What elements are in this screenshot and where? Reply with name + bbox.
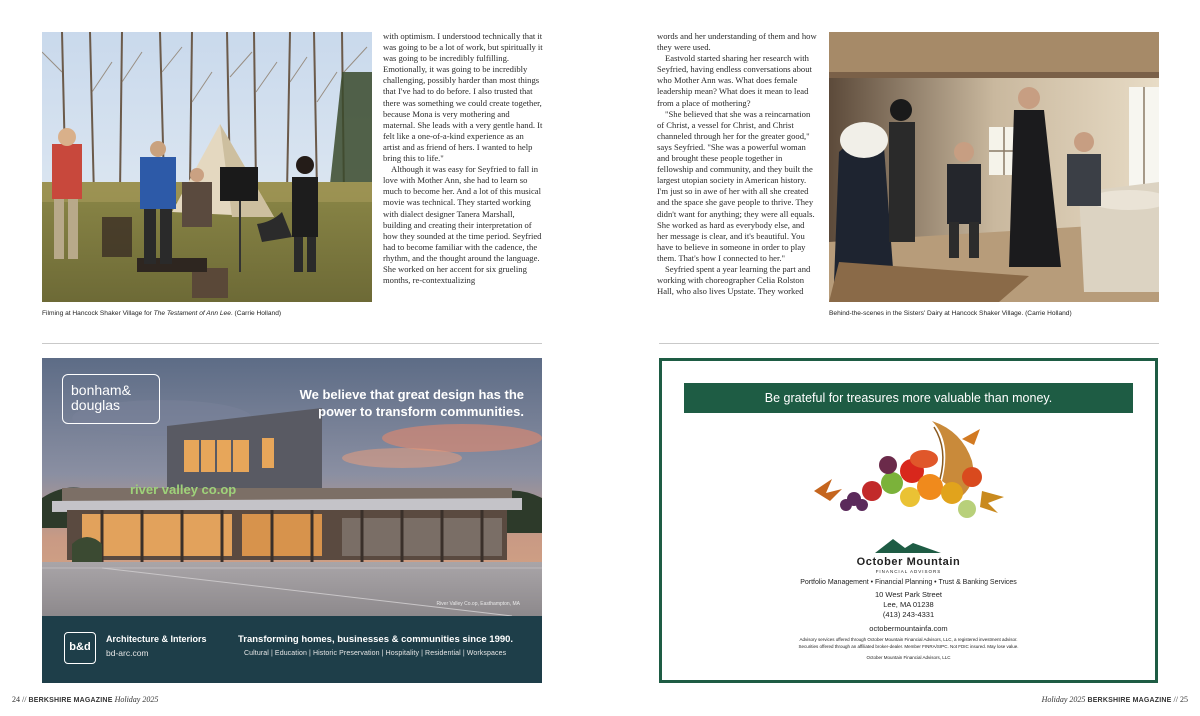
om-disclaimer: Securities offered through an affiliated broker-dealer. Member FINRA/SIPC. Not FDIC insured. May lose value. [798, 644, 1019, 649]
folio-separator: // [1173, 695, 1178, 704]
bonham-douglas-ad[interactable] [42, 358, 542, 683]
divider [659, 343, 1159, 344]
om-company-name: October Mountain [856, 556, 961, 568]
divider [42, 343, 542, 344]
cornucopia-illustration [812, 421, 1006, 527]
bd-services: Cultural | Education | Historic Preservation | Hospitality | Residential | Workspaces [244, 650, 507, 657]
left-article-column [383, 31, 543, 286]
article-paragraph: Eastvold started sharing her research with Seyfried, having endless conversations about who Mother Ann was. What does female leadership mean? What does it mean to lead from a place of mothering? [657, 53, 812, 108]
bd-mark-logo: b&d [64, 632, 96, 664]
om-phone: (413) 243-4331 [882, 610, 935, 619]
bd-headline: Transforming homes, businesses & communities since 1990. [238, 634, 514, 645]
sisters-dairy-photo [829, 32, 1159, 302]
om-company-subtitle: FINANCIAL ADVISORS [875, 569, 942, 574]
om-disclaimer: Advisory services offered through October Mountain Financial Advisors, LLC, a registered investment advisor. [799, 637, 1018, 642]
om-disclaimer: October Mountain Financial Advisors, LLC [866, 655, 951, 660]
right-article-column [657, 31, 817, 297]
om-address: 10 West Park Street [875, 590, 942, 599]
bd-website-link[interactable]: bd-arc.com [106, 648, 149, 658]
article-paragraph: words and her understanding of them and how they were used. [657, 31, 817, 53]
article-paragraph: with optimism. I understood technically that it was going to be a lot of work, but spiritually it was going to be incredibly fulfilling. Emotionally, it was going to be incredibly challenging, possibly harder than most things that I've had to do before. I also trusted that there was something we could create together, because Mona is very mothering and maternal. She leads with a very gentle hand. It felt like a one-of-a-kind experience as an artist and as friend of hers. I wanted to help bring this to life." [383, 31, 543, 164]
magazine-name: BERKSHIRE MAGAZINE [1087, 697, 1172, 704]
page-number: 25 [1180, 695, 1188, 704]
storefront-sign: river valley co.op [130, 482, 237, 497]
om-website-link[interactable]: octobermountainfa.com [869, 624, 948, 633]
om-services: Portfolio Management • Financial Planning • Trust & Banking Services [800, 579, 1017, 586]
magazine-name: BERKSHIRE MAGAZINE [28, 697, 113, 704]
logo-line-2: douglas [71, 397, 121, 413]
om-banner: Be grateful for treasures more valuable than money. [684, 383, 1133, 413]
article-paragraph: Seyfried spent a year learning the part and working with choreographer Celia Rolston Hall, who also lives Upstate. They worked [657, 263, 811, 297]
logo-line-1: bonham& [71, 382, 131, 398]
bd-footer [42, 616, 542, 683]
film-set-photo [42, 32, 372, 302]
folio-separator: // [22, 695, 27, 704]
october-mountain-ad[interactable] [659, 358, 1158, 683]
bd-tagline: We believe that great design has the power to transform communities. [299, 387, 524, 419]
bd-firm-name: Architecture & Interiors [106, 634, 207, 644]
film-set-caption: Filming at Hancock Shaker Village for The Testament of Ann Lee. (Carrie Holland) [42, 310, 282, 317]
right-folio [1042, 695, 1188, 704]
bd-photo-credit: River Valley Co.op, Easthampton, MA [436, 601, 520, 607]
article-paragraph: Although it was easy for Seyfried to fall in love with Mother Ann, she had to learn so much to become her. And a lot of this musical movie was technical. They started working with dialect designer Tanera Marshall, building and creating their interpretation of how they sounded at the time period. Seyfried had to become familiar with the cadence, the rhythm, and the thought around the language. She worked on her accent for six grueling months, re-contextualizing [383, 164, 542, 286]
bonham-douglas-logo [62, 374, 160, 424]
left-folio [12, 695, 158, 704]
sisters-dairy-caption: Behind-the-scenes in the Sisters' Dairy at Hancock Shaker Village. (Carrie Holland) [829, 310, 1072, 317]
issue-name: Holiday 2025 [1041, 695, 1086, 704]
om-city: Lee, MA 01238 [883, 600, 934, 609]
article-paragraph: "She believed that she was a reincarnation of Christ, a vessel for Christ, and Christ channeled through her for the greater good," says Seyfried. "She was a powerful woman and brought these people together in fellowship and community, and they built the largest utopian society in American history. I'm just so in awe of her with all she created and the space she gave people to thrive. They didn't want for anything; they were all equals. She worked as hard as everybody else, and her message is clear, and it's beautiful. You have to believe in someone in order to play them. That's how I connected to her." [657, 108, 815, 263]
issue-name: Holiday 2025 [114, 695, 159, 704]
page-number: 24 [12, 695, 20, 704]
